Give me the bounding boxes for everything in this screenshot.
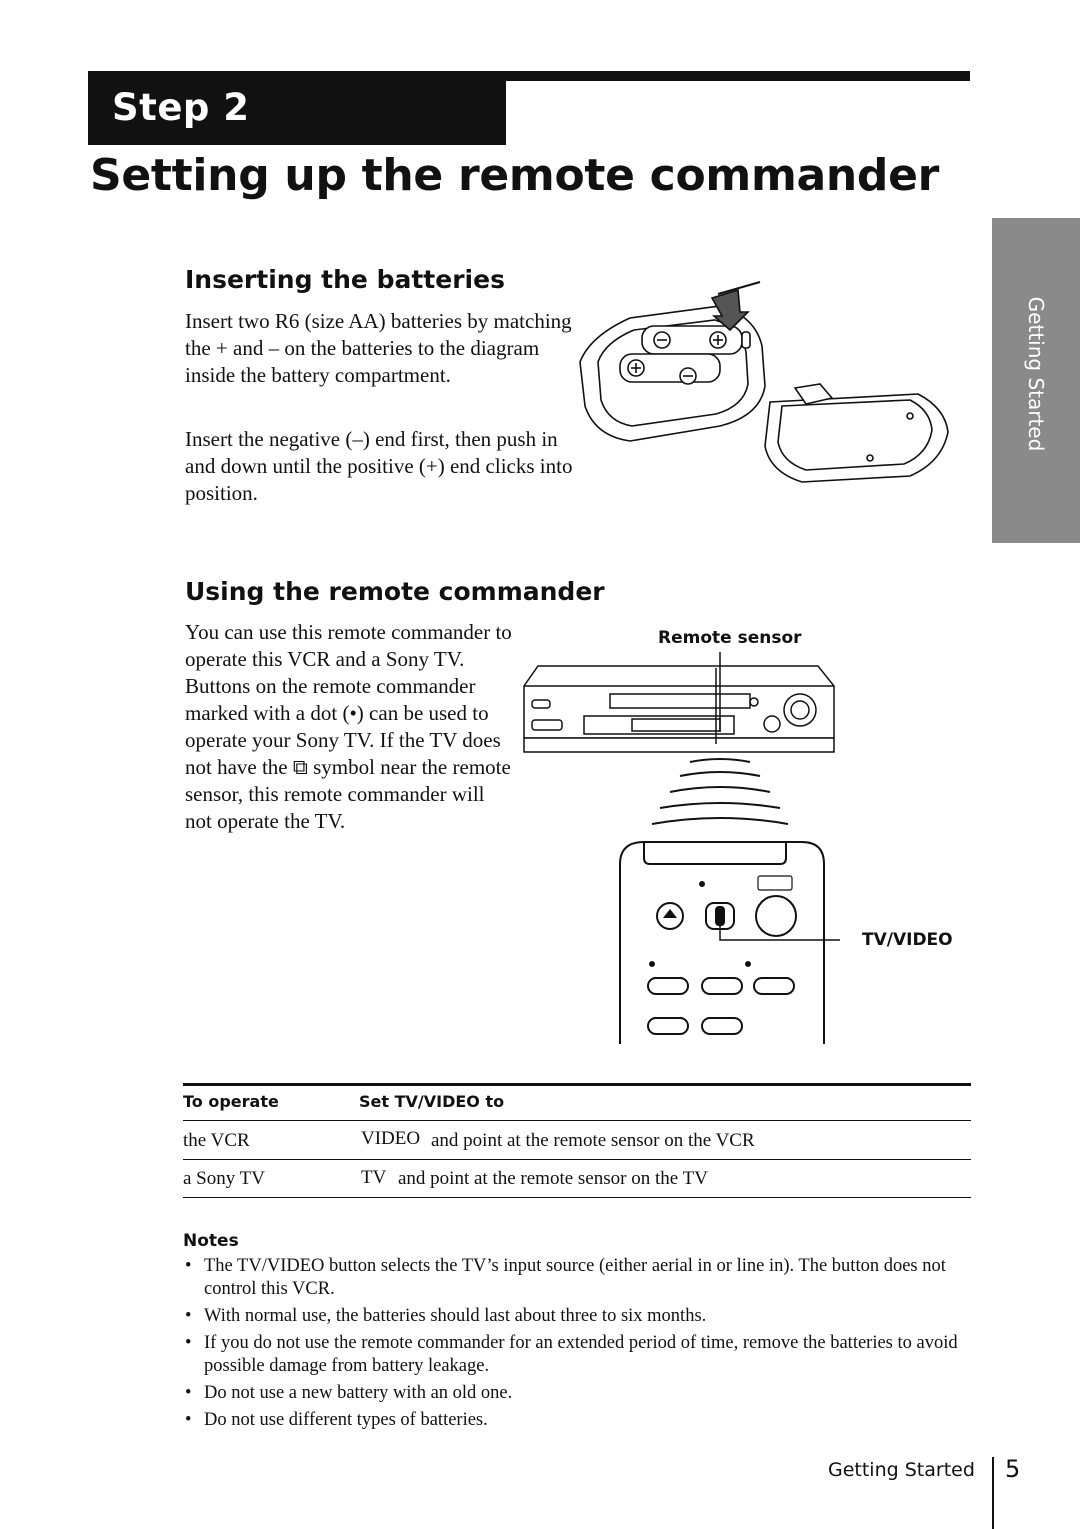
note-item: • With normal use, the batteries should last about three to six months. [185,1306,707,1326]
note-item: • Do not use different types of batteries. [185,1410,488,1430]
ir-waves [652,759,788,824]
row-setting: TV [361,1167,387,1188]
remote-sensor-label: Remote sensor [658,628,802,648]
battery-compartment-illustration [570,276,962,498]
note-item: • Do not use a new battery with an old one. [185,1383,513,1403]
batteries-text-2: Insert the negative (–) end first, then push in and down until the positive (+) end clicks into position. [185,427,573,505]
remote-commander [620,842,824,1044]
batteries-paragraph-2 [185,426,575,507]
side-tab-label-wrap [992,218,1080,543]
remote-text: You can use this remote commander to operate this VCR and a Sony TV. Buttons on the remote commander marked with a dot (•) can be used to operate your Sony TV. If the TV does not have the ⧉ symbol near the remote sensor, this remote commander will not operate the TV. [185,620,512,833]
side-tab-label: Getting Started [1024,296,1048,452]
vcr-remote-illustration [520,652,840,1047]
batteries-text-1: Insert two R6 (size AA) batteries by matching the + and – on the batteries to the diagram inside the battery compartment. [185,309,572,387]
notes-heading: Notes [183,1231,239,1251]
tvvideo-label: TV/VIDEO [862,930,953,950]
page-number: 5 [1005,1455,1021,1483]
footer-divider [992,1457,994,1529]
table-row-rule [183,1159,971,1160]
table-header-rule [183,1120,971,1121]
batteries-paragraph-1 [185,308,575,389]
footer-section-label: Getting Started [828,1459,975,1481]
vcr-unit [524,666,834,752]
note-text: With normal use, the batteries should last about three to six months. [204,1306,707,1326]
batteries-heading: Inserting the batteries [185,265,505,294]
note-text: Do not use a new battery with an old one. [204,1383,513,1403]
row-target: the VCR [183,1130,250,1151]
table-header-operate: To operate [183,1092,279,1111]
note-text: Do not use different types of batteries. [204,1410,488,1430]
notes-list [183,1255,973,1436]
table-top-rule [183,1083,971,1086]
battery-bottom [620,354,720,384]
row-setting: VIDEO [361,1128,421,1149]
remote-heading: Using the remote commander [185,577,605,606]
note-item: • If you do not use the remote commander for an extended period of time, remove the batteries to avoid possible damage from battery leakage. [185,1333,958,1376]
note-text: If you do not use the remote commander for an extended period of time, remove the batteries to avoid possible damage from battery leakage. [204,1333,958,1376]
battery-cover [765,384,948,482]
table-bottom-rule [183,1197,971,1198]
page-title: Setting up the remote commander [90,150,940,201]
remote-paragraph [185,619,515,835]
note-text: The TV/VIDEO button selects the TV’s input source (either aerial in or line in). The button does not control this VCR. [204,1256,946,1299]
table-header-setting: Set TV/VIDEO to [359,1092,505,1111]
row-target: a Sony TV [183,1168,265,1189]
battery-top [642,326,750,354]
row-instruction: and point at the remote sensor on the VCR [431,1130,755,1151]
row-instruction: and point at the remote sensor on the TV [398,1168,708,1189]
step-label: Step 2 [112,86,250,129]
note-item: • The TV/VIDEO button selects the TV’s input source (either aerial in or line in). The button does not control this VCR. [185,1256,946,1299]
